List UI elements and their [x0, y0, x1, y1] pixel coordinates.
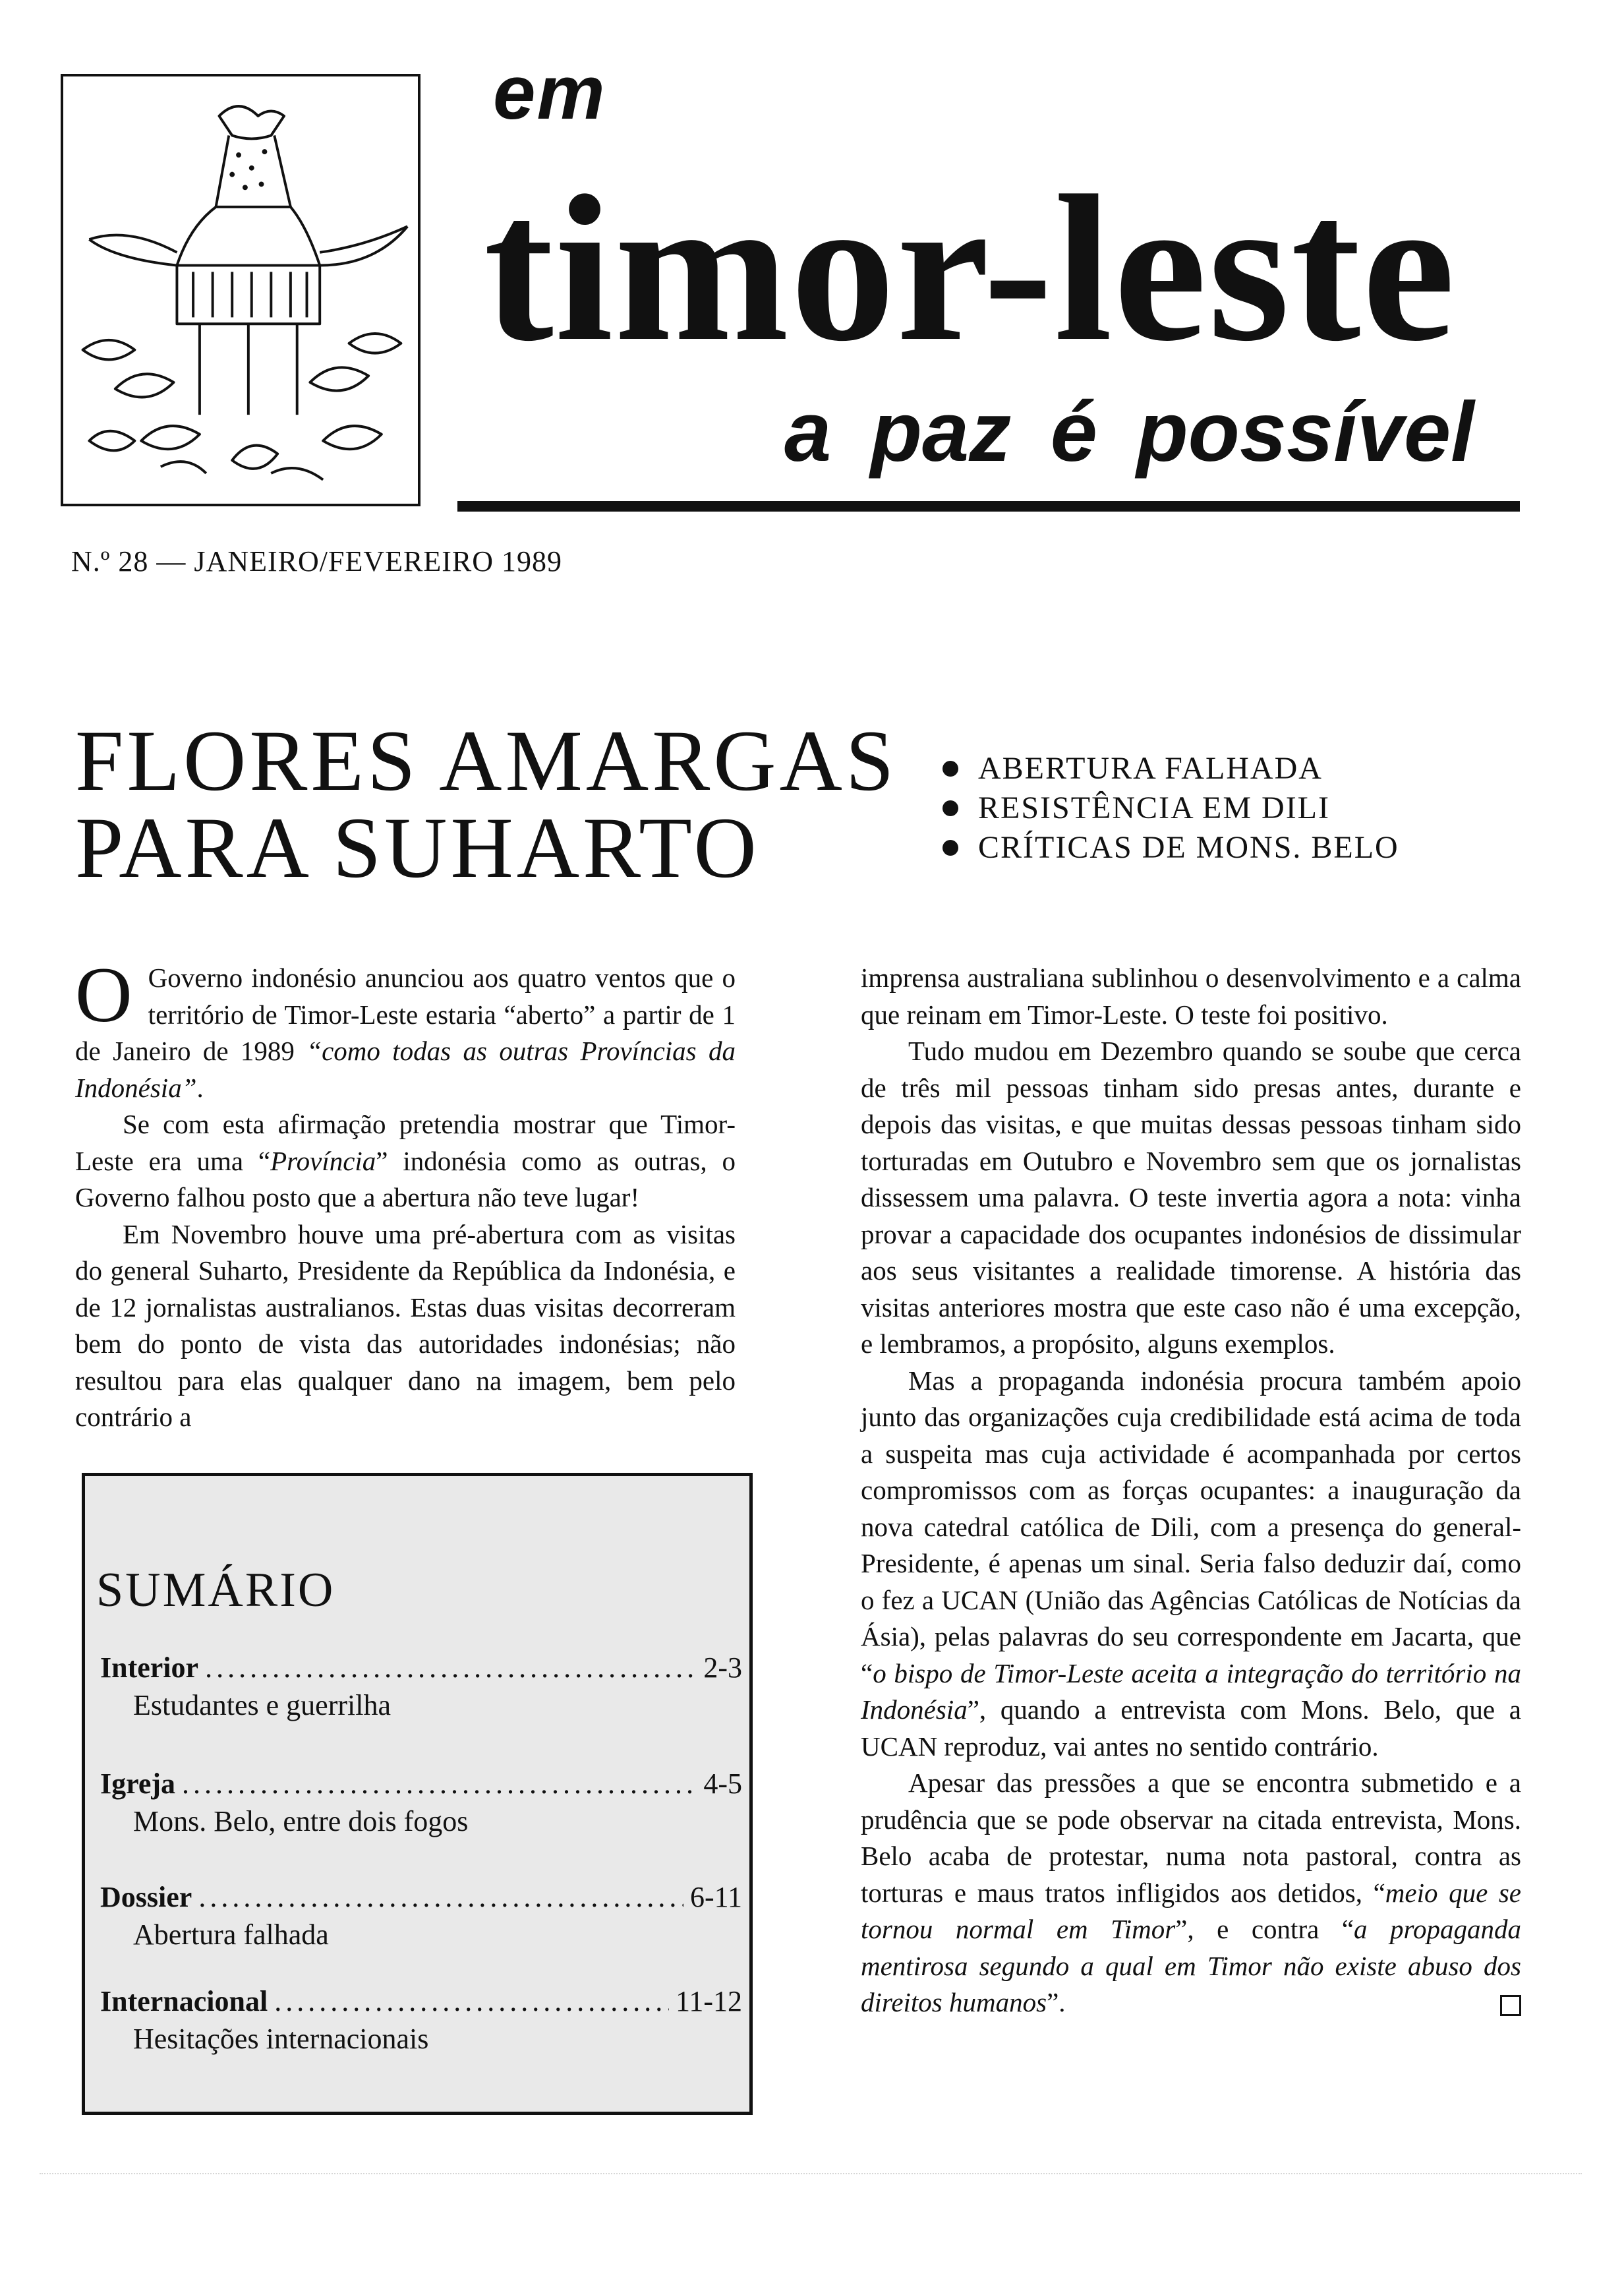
summary-subtitle: Abertura falhada	[133, 1918, 329, 1951]
dot-leader	[274, 1984, 669, 2018]
dot-leader	[182, 1767, 697, 1800]
paragraph-text: Governo indonésio anunciou aos quatro ventos que o território de Timor-Leste estaria “aberto” a partir de 1 de Janeiro de 1989	[75, 963, 736, 1066]
issue-number: N.º 28 — JANEIRO/FEVEREIRO 1989	[71, 545, 562, 578]
article-paragraph	[861, 1765, 1521, 2021]
paragraph-quote: o bispo de Timor-Leste aceita a integração do território na Indonésia	[861, 1657, 1521, 1725]
drop-cap: O	[75, 951, 132, 1038]
summary-pages: 11-12	[675, 1985, 742, 2017]
summary-section-name: Internacional	[100, 1985, 268, 2017]
article-paragraph	[75, 1106, 736, 1216]
paragraph-text: ”, quando a entrevista com Mons. Belo, que a UCAN reproduz, vai antes no sentido contrário.	[861, 1694, 1521, 1762]
summary-subtitle: Estudantes e guerrilha	[133, 1689, 391, 1721]
paragraph-text: .	[196, 1072, 204, 1103]
dot-leader	[198, 1880, 683, 1914]
paragraph-text: ” indonésia como as outras, o Governo falhou posto que a abertura não teve lugar!	[75, 1145, 736, 1212]
headline-line-1: FLORES AMARGAS	[75, 712, 898, 809]
summary-pages: 4-5	[703, 1768, 742, 1800]
bullet-label: RESISTÊNCIA EM DILI	[978, 790, 1330, 825]
masthead-rule	[457, 501, 1520, 512]
summary-entry-interior[interactable]	[100, 1651, 746, 1722]
paragraph-text: ”.	[1047, 1987, 1066, 2017]
masthead-tagline: a paz é possível	[784, 385, 1474, 479]
end-of-article-icon	[1500, 1995, 1521, 2016]
dot-leader	[205, 1651, 697, 1684]
bullet-icon	[942, 840, 958, 856]
headline-bullets	[942, 749, 1399, 868]
article-paragraph	[861, 1363, 1521, 1766]
summary-subtitle: Mons. Belo, entre dois fogos	[133, 1805, 469, 1837]
masthead-pre-title: em	[493, 49, 606, 135]
paragraph-quote: a propaganda mentirosa segundo a qual em Timor não existe abuso dos direitos humanos	[861, 1914, 1521, 2017]
article-column-right	[861, 960, 1521, 2021]
summary-subtitle: Hesitações internacionais	[133, 2023, 429, 2055]
headline-line-2: PARA SUHARTO	[75, 799, 760, 896]
scan-artifact-line	[40, 2173, 1582, 2180]
logo-illustration	[61, 74, 420, 506]
bullet-item	[942, 828, 1399, 868]
article-paragraph	[75, 951, 736, 1106]
summary-pages: 6-11	[689, 1881, 742, 1913]
paragraph-text: Mas a propaganda indonésia procura também apoio junto das organizações cuja credibilidade está acima de toda a suspeita mas cuja actividade é acompanhada por certos compromissos com as forças ocupantes: a inauguração da nova catedral católica de Dili, com a presença do general-Presidente, é apenas um sinal. Seria falso deduzir daí, como o fez a UCAN (União das Agências Católicas de Notícias da Ásia), pelas palavras do seu correspondente em Jacarta, que “	[861, 1365, 1521, 1688]
paragraph-quote: “como todas as outras Províncias da Indonésia”	[75, 1036, 736, 1103]
article-column-left	[75, 951, 736, 1436]
summary-section-name: Interior	[100, 1651, 199, 1684]
bullet-item	[942, 788, 1399, 828]
paragraph-text: ”, e contra “	[1175, 1914, 1354, 1944]
bullet-icon	[942, 800, 958, 816]
summary-pages: 2-3	[703, 1651, 742, 1684]
bullet-label: CRÍTICAS DE MONS. BELO	[978, 830, 1399, 865]
summary-section-name: Igreja	[100, 1768, 176, 1800]
paragraph-quote: meio que se tornou normal em Timor	[861, 1877, 1521, 1944]
bullet-icon	[942, 761, 958, 777]
summary-entry-dossier[interactable]	[100, 1880, 746, 1951]
bullet-item	[942, 749, 1399, 788]
article-paragraph: Tudo mudou em Dezembro quando se soube que cerca de três mil pessoas tinham sido presas antes, durante e depois das visitas, e que muitas dessas pessoas tinham sido torturadas em Outubro e Novembro sem que os jornalistas dissessem uma palavra. O teste invertia agora a nota: vinha provar a capacidade dos ocupantes indonésios de dissimular aos seus visitantes a realidade timorense. A história das visitas anteriores mostra que este caso não é uma excepção, e lembramos, a propósito, alguns exemplos.	[861, 1036, 1521, 1359]
paragraph-text: Se com esta afirmação pretendia mostrar que Timor-Leste era uma “	[75, 1109, 736, 1176]
paragraph-quote: Província	[270, 1145, 376, 1176]
summary-entry-igreja[interactable]	[100, 1767, 746, 1838]
summary-title: SUMÁRIO	[96, 1563, 335, 1617]
paragraph-text: Apesar das pressões a que se encontra submetido e a prudência que se pode observar na citada entrevista, Mons. Belo acaba de protestar, numa nota pastoral, contra as torturas e maus tratos infligidos aos detidos, “	[861, 1768, 1521, 1908]
summary-section-name: Dossier	[100, 1881, 192, 1913]
timor-house-icon	[63, 76, 418, 504]
masthead-title: timor-leste	[484, 152, 1457, 384]
article-paragraph: Em Novembro houve uma pré-abertura com as visitas do general Suharto, Presidente da República da Indonésia, e de 12 jornalistas australianos. Estas duas visitas decorreram bem do ponto de vista das autoridades indonésias; não resultou para elas qualquer dano na imagem, bem pelo contrário a	[75, 1218, 736, 1432]
article-paragraph: imprensa australiana sublinhou o desenvolvimento e a calma que reinam em Timor-Leste. O teste foi positivo.	[861, 963, 1521, 1030]
headline	[75, 712, 898, 896]
summary-entry-internacional[interactable]	[100, 1984, 746, 2056]
bullet-label: ABERTURA FALHADA	[978, 751, 1323, 786]
